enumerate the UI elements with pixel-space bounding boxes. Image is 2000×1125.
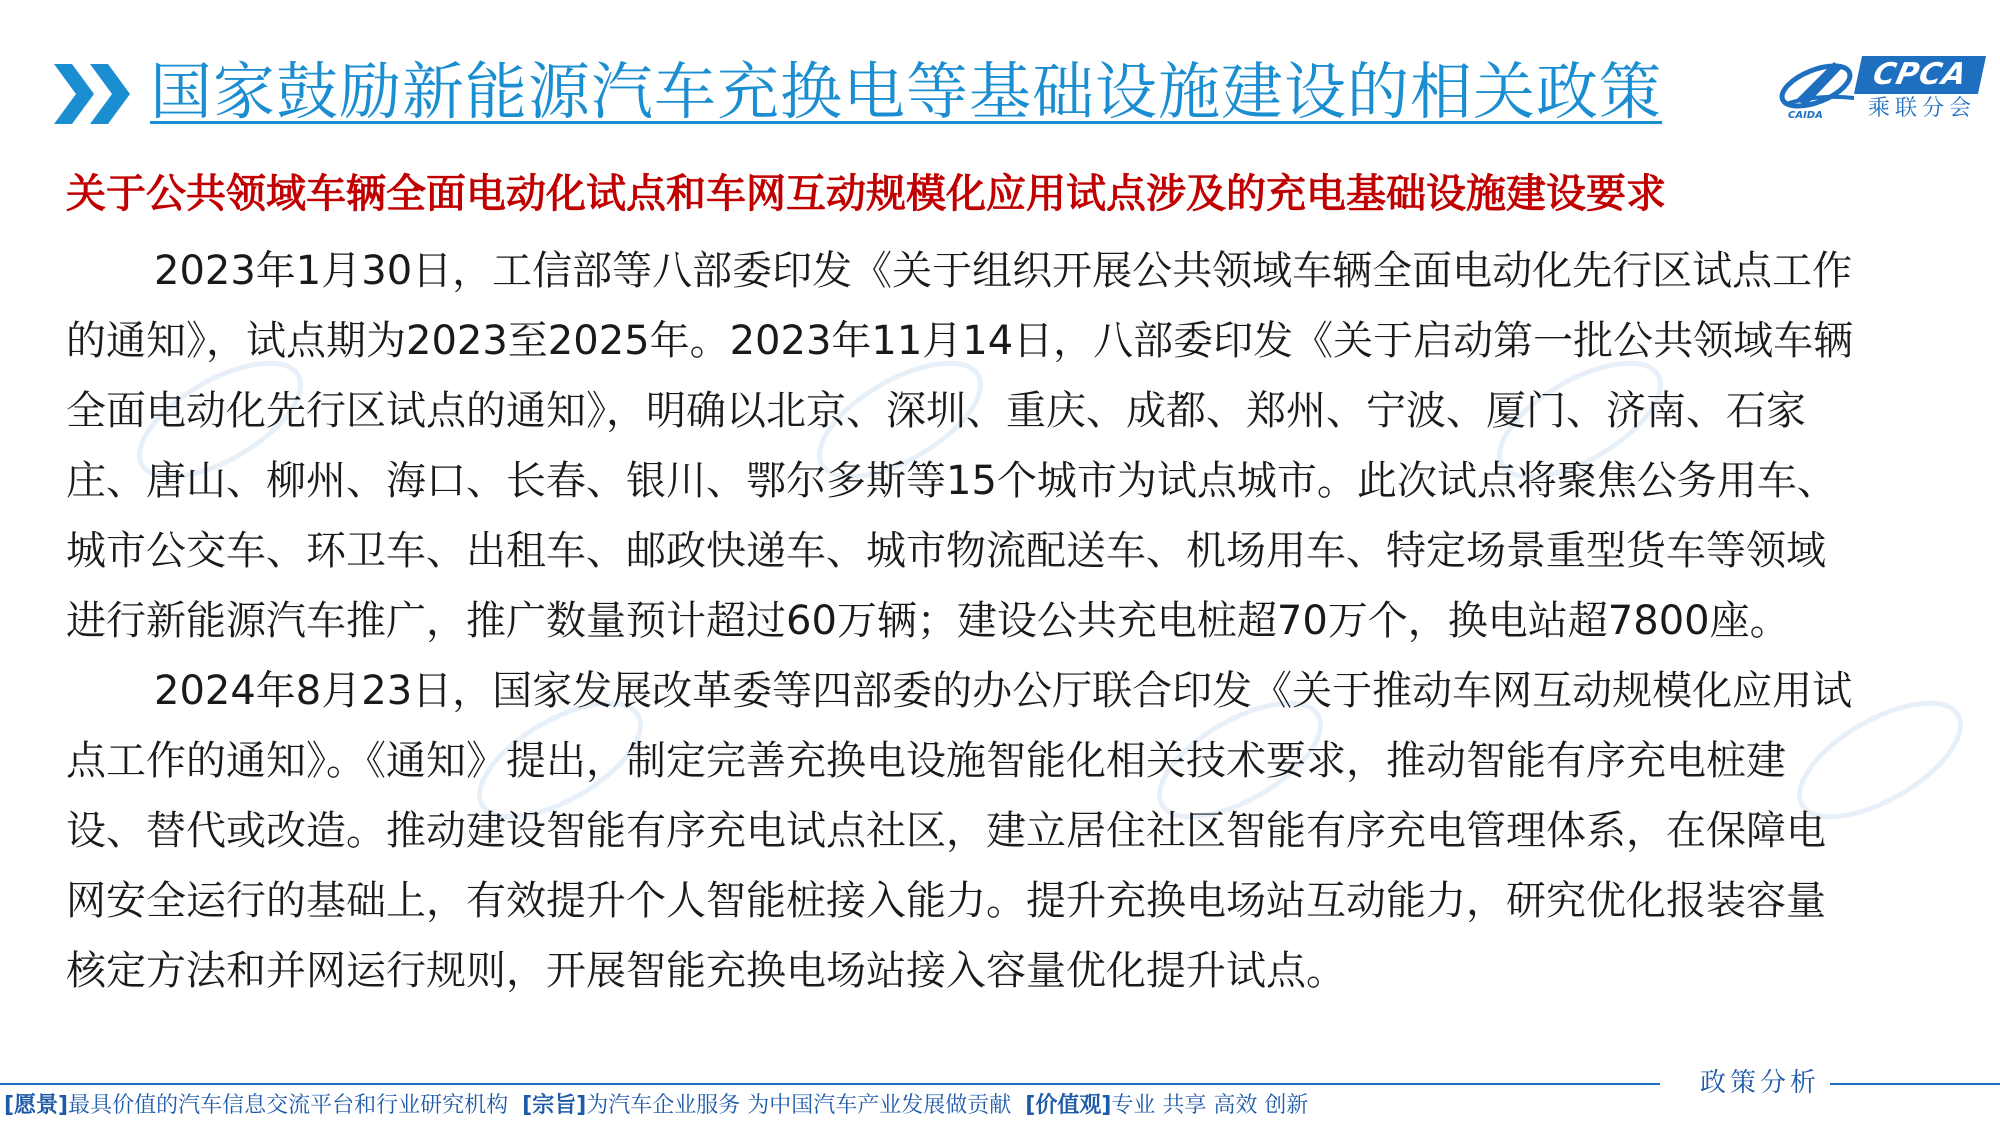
footer-section-label: 政策分析 <box>1700 1068 1821 1098</box>
cpca-logo <box>1776 54 1986 124</box>
footer-motto <box>4 1090 1308 1122</box>
mission-key: [宗旨] <box>522 1093 587 1118</box>
mission-text: 为汽车企业服务 为中国汽车产业发展做贡献 <box>586 1093 1012 1118</box>
text-line: 设、替代或改造。推动建设智能有序充电试点社区，建立居住社区智能有序充电管理体系，在保障电 <box>66 808 1826 854</box>
text-line: 城市公交车、环卫车、出租车、邮政快递车、城市物流配送车、机场用车、特定场景重型货车等领域 <box>66 528 1826 574</box>
section-subtitle: 关于公共领域车辆全面电动化试点和车网互动规模化应用试点涉及的充电基础设施建设要求 <box>66 171 1666 217</box>
text-line: 2023年1月30日，工信部等八部委印发《关于组织开展公共领域车辆全面电动化先行区试点工作 <box>154 248 1853 294</box>
text-line: 2024年8月23日，国家发展改革委等四部委的办公厅联合印发《关于推动车网互动规模化应用试 <box>154 668 1853 714</box>
page-title: 国家鼓励新能源汽车充换电等基础设施建设的相关政策 <box>150 55 1663 128</box>
logo-chinese-text: 乘联分会 <box>1868 96 1977 121</box>
logo-small-text: CAIDA <box>1788 110 1823 121</box>
text-line: 核定方法和并网运行规则，开展智能充换电场站接入容量优化提升试点。 <box>66 948 1346 994</box>
text-line: 进行新能源汽车推广，推广数量预计超过60万辆；建设公共充电桩超70万个，换电站超7800座。 <box>66 598 1790 644</box>
paragraph-2 <box>66 656 1926 1006</box>
text-line: 的通知》，试点期为2023至2025年。2023年11月14日，八部委印发《关于启动第一批公共领域车辆 <box>66 318 1854 364</box>
vision-text: 最具价值的汽车信息交流平台和行业研究机构 <box>68 1093 509 1118</box>
logo-cpca-text: CPCA <box>1854 56 1986 94</box>
vision-key: [愿景] <box>4 1093 69 1118</box>
paragraph-1 <box>66 236 1926 656</box>
text-line: 庄、唐山、柳州、海口、长春、银川、鄂尔多斯等15个城市为试点城市。此次试点将聚焦公务用车、 <box>66 458 1837 504</box>
body-content <box>66 236 1926 1006</box>
text-line: 网安全运行的基础上，有效提升个人智能桩接入能力。提升充换电场站互动能力，研究优化报装容量 <box>66 878 1826 924</box>
values-key: [价值观] <box>1025 1093 1112 1118</box>
footer-divider <box>0 1083 1660 1085</box>
values-text: 专业 共享 高效 创新 <box>1111 1093 1309 1118</box>
footer-divider-right <box>1830 1083 2000 1085</box>
text-line: 全面电动化先行区试点的通知》，明确以北京、深圳、重庆、成都、郑州、宁波、厦门、济南、石家 <box>66 388 1806 434</box>
double-chevron-icon <box>54 64 136 124</box>
text-line: 点工作的通知》。《通知》提出，制定完善充换电设施智能化相关技术要求，推动智能有序充电桩建 <box>66 738 1786 784</box>
